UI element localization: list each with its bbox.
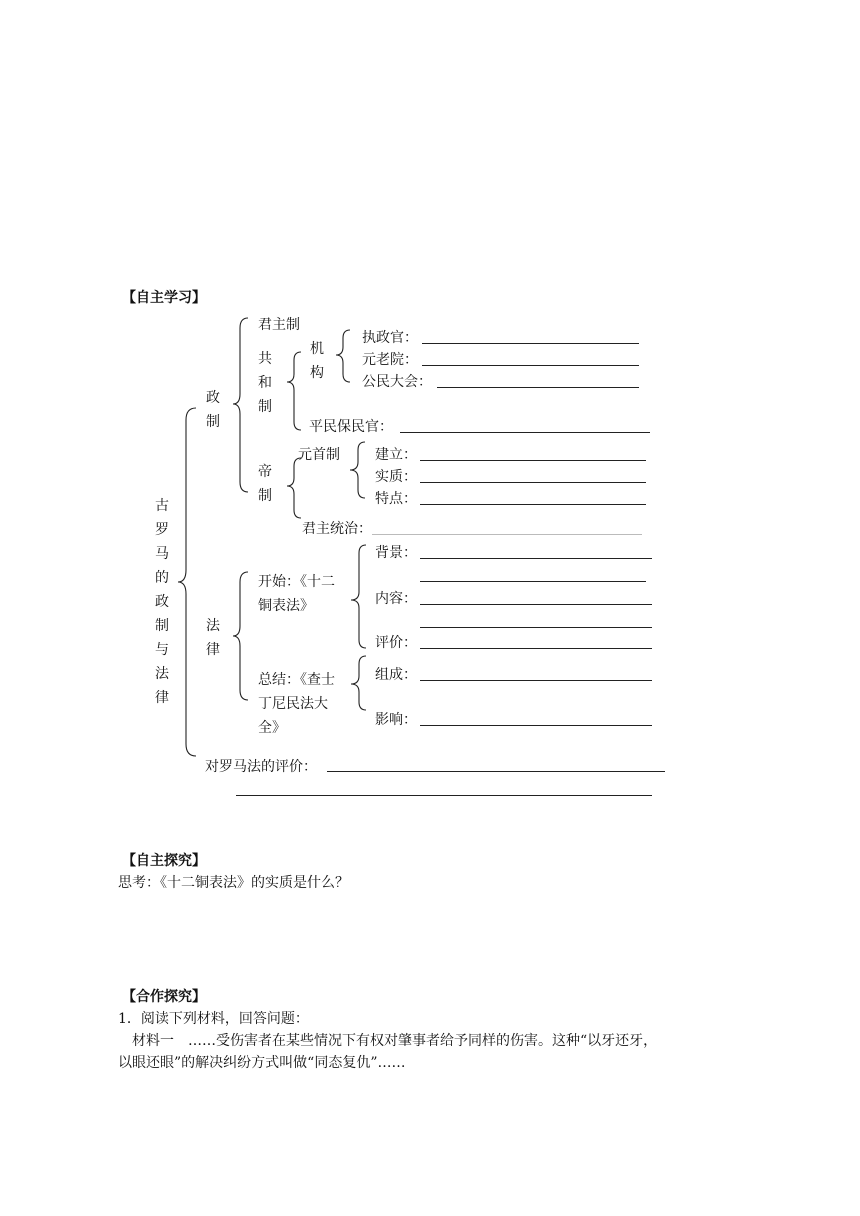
falv-label: 法律 (206, 618, 220, 658)
blank-line[interactable] (420, 558, 652, 559)
kaishi-label: 开始：《十二铜表法》 (258, 574, 335, 614)
shizhi-label: 实质： (375, 469, 417, 485)
neirong-label: 内容： (375, 591, 417, 607)
blank-line[interactable] (422, 365, 639, 366)
blank-line[interactable] (437, 387, 639, 388)
luomafa-label: 对罗马法的评价： (205, 759, 317, 775)
blank-line[interactable] (372, 534, 642, 535)
zhizhengguan-label: 执政官： (362, 330, 418, 346)
blank-line[interactable] (420, 581, 646, 582)
pingmin-label: 平民保民官： (309, 419, 393, 435)
blank-line[interactable] (422, 343, 639, 344)
blank-line[interactable] (420, 482, 646, 483)
zongjie-label: 总结：《查士丁尼民法大全》 (258, 672, 335, 736)
question-item: 1．阅读下列材料，回答问题： (118, 1011, 309, 1027)
zhengzhi-label: 政制 (206, 390, 220, 430)
dizhi-label: 帝制 (258, 464, 272, 504)
jianli-label: 建立： (375, 447, 417, 463)
material-line-2: 以眼还眼”的解决纠纷方式叫做“同态复仇”…… (118, 1055, 406, 1071)
blank-line[interactable] (420, 604, 652, 605)
yingxiang-label: 影响： (375, 712, 417, 728)
blank-line[interactable] (420, 680, 652, 681)
root-label: 古罗马的政制与法律 (155, 498, 169, 706)
beijing-label: 背景： (375, 545, 417, 561)
blank-line[interactable] (420, 627, 652, 628)
tedian-label: 特点： (375, 491, 417, 507)
jigou-label: 机构 (310, 341, 324, 381)
question-text: 思考：《十二铜表法》的实质是什么？ (118, 875, 349, 891)
pingjia-label: 评价： (375, 635, 417, 651)
gongmindahui-label: 公民大会： (362, 374, 432, 390)
material-line-1: 材料一 ……受伤害者在某些情况下有权对肇事者给予同样的伤害。这种“以牙还牙， (132, 1033, 658, 1049)
section-title-self-study: 【自主学习】 (122, 290, 206, 306)
junzhuzhi-label: 君主制 (258, 317, 300, 333)
section-title-coop-inquiry: 【合作探究】 (122, 989, 206, 1005)
gonghezhi-label: 共和制 (258, 351, 272, 415)
blank-line[interactable] (400, 432, 650, 433)
zucheng-label: 组成： (375, 667, 417, 683)
yuanlaoyuan-label: 元老院： (362, 352, 418, 368)
blank-line[interactable] (327, 771, 665, 772)
junzhutongzhi-label: 君主统治： (302, 521, 372, 537)
blank-line[interactable] (420, 504, 646, 505)
yuanshouzhi-label: 元首制 (298, 447, 340, 463)
blank-line[interactable] (420, 725, 652, 726)
blank-line[interactable] (420, 648, 652, 649)
blank-line[interactable] (420, 460, 646, 461)
blank-line[interactable] (236, 795, 652, 796)
section-title-self-inquiry: 【自主探究】 (122, 853, 206, 869)
